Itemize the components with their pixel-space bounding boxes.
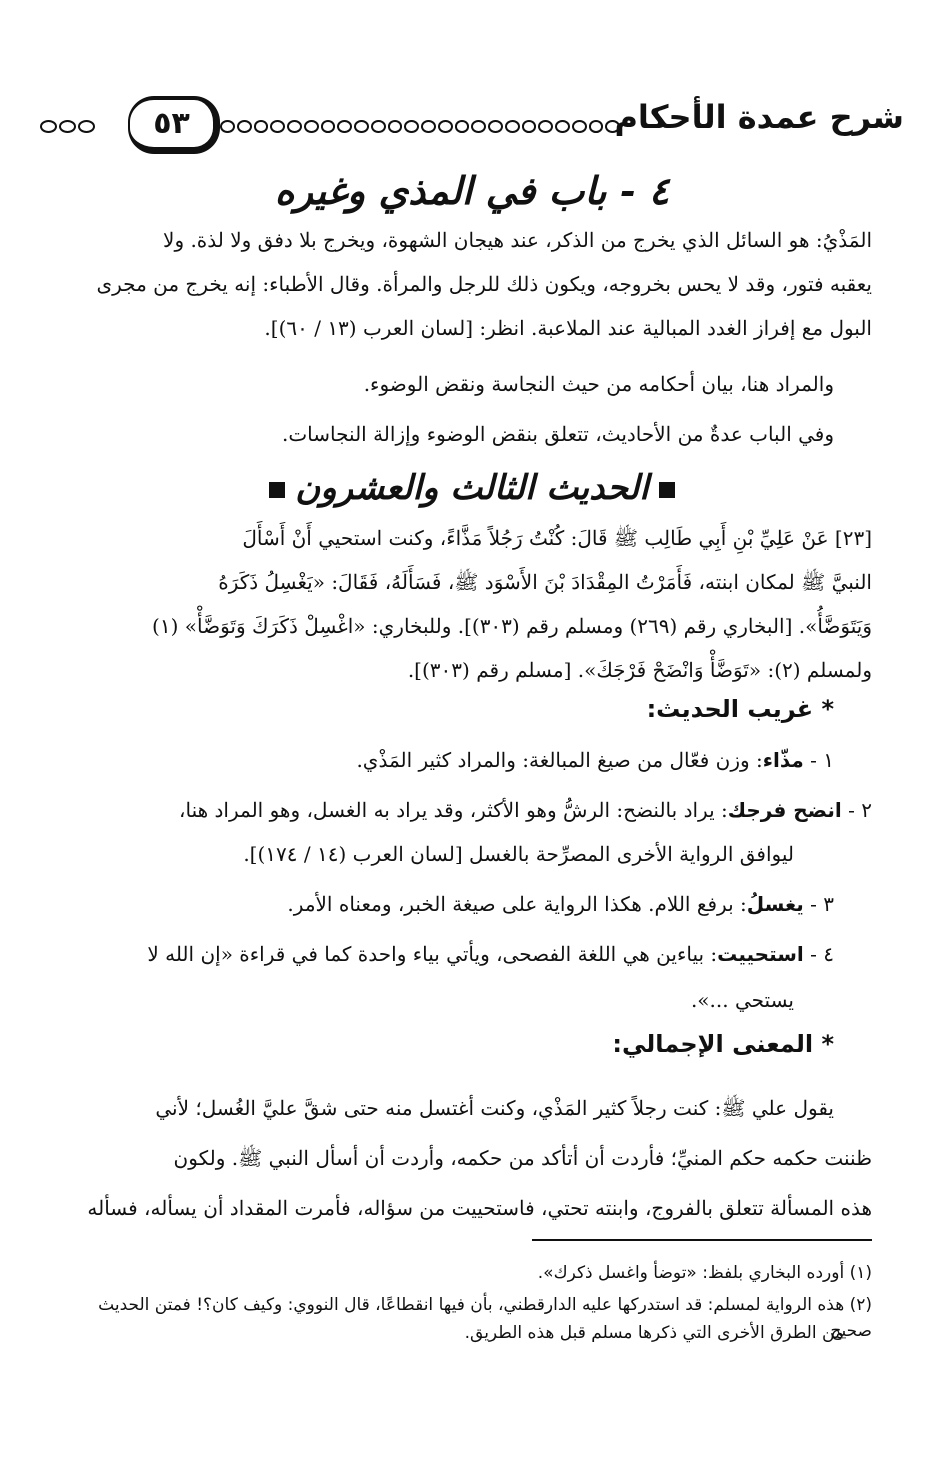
page-header [30, 90, 914, 160]
book-title: شرح عمدة الأحكام [614, 98, 904, 136]
header-ornament [220, 120, 620, 136]
intro-line-5: وفي الباب عدةٌ من الأحاديث، تتعلق بنقض الوضوء وإزالة النجاسات. [282, 422, 834, 446]
hadith-line-3: وَيَتَوَضَّأُ». [البخاري رقم (٢٦٩) ومسلم رقم (٣٠٣)]. وللبخاري: «اغْسِلْ ذَكَرَكَ وَتَوَضَّأْ» (١) [152, 614, 872, 638]
intro-line-3: البول مع إفراز الغدد المبالية عند الملاعبة. انظر: [لسان العرب (١٣ / ٦٠)]. [264, 316, 872, 340]
ijmali-line-3: هذه المسألة تتعلق بالفروج، وابنته تحتي، فاستحييت من سؤاله، فأمرت المقداد أن يسأله، فسأله [87, 1196, 872, 1220]
ijmali-heading: * المعنى الإجمالي: [612, 1030, 834, 1058]
hadith-title [0, 468, 944, 508]
footnote-1: (١) أورده البخاري بلفظ: «توضأ واغسل ذكرك». [537, 1263, 872, 1283]
intro-line-4: والمراد هنا، بيان أحكامه من حيث النجاسة ونقض الوضوء. [363, 372, 834, 396]
gharib-item-1: ١ - مذّاء: وزن فعّال من صيغ المبالغة: والمراد كثير المَذْي. [356, 748, 834, 772]
page-number: ٥٣ [128, 96, 220, 154]
gharib-item-3: ٣ - يغسلُ: برفع اللام. هكذا الرواية على صيغة الخبر، ومعناه الأمر. [287, 892, 834, 916]
gharib-item-2: ٢ - انضح فرجك: يراد بالنضح: الرشُّ وهو الأكثر، وقد يراد به الغسل، وهو المراد هنا، [179, 798, 872, 822]
intro-line-1: المَذْيُ: هو السائل الذي يخرج من الذكر، عند هيجان الشهوة، ويخرج بلا دفق ولا لذة. ولا [163, 228, 872, 252]
header-ornament-left [40, 120, 100, 136]
gharib-heading: * غريب الحديث: [646, 695, 834, 723]
gharib-item-4-cont: يستحي ...». [690, 988, 794, 1012]
gharib-item-4: ٤ - استحييت: بياءين هي اللغة الفصحى، ويأتي بياء واحدة كما في قراءة «إن الله لا [147, 942, 834, 966]
hadith-line-1: [٢٣] عَنْ عَلِيِّ بْنِ أَبِي طَالِب ﷺ قَالَ: كُنْتُ رَجُلاً مَذَّاءً، وكنت استحيي أَنْ أَسْأَلَ [242, 526, 872, 550]
square-ornament-icon [659, 482, 675, 498]
ijmali-line-1: يقول علي ﷺ: كنت رجلاً كثير المَذْي، وكنت أغتسل منه حتى شقَّ عليَّ الغُسل؛ لأني [155, 1096, 834, 1120]
intro-line-2: يعقبه فتور، وقد لا يحس بخروجه، ويكون ذلك للرجل والمرأة. وقال الأطباء: إنه يخرج من مجرى [96, 272, 872, 296]
hadith-title-text: الحديث الثالث والعشرون [295, 468, 649, 508]
gharib-item-2-cont: ليوافق الرواية الأخرى المصرِّحة بالغسل [لسان العرب (١٤ / ١٧٤)]. [243, 842, 794, 866]
footnote-2-cont: من الطرق الأخرى التي ذكرها مسلم قبل هذه الطريق. [464, 1323, 844, 1343]
hadith-line-4: ولمسلم (٢): «تَوَضَّأْ وَانْضَحْ فَرْجَكَ». [مسلم رقم (٣٠٣)]. [407, 658, 872, 682]
footnote-divider [532, 1239, 872, 1241]
ijmali-line-2: ظننت حكمه حكم المنيِّ؛ فأردت أن أتأكد من حكمه، وأردت أن أسأل النبي ﷺ. ولكون [173, 1146, 872, 1170]
square-ornament-icon [269, 482, 285, 498]
chapter-title: ٤ - باب في المذي وغيره [274, 168, 670, 213]
hadith-line-2: النبيَّ ﷺ لمكان ابنته، فَأَمَرْتُ المِقْدَادَ بْنَ الأَسْوَد ﷺ، فَسَأَلَهُ، فَقَالَ: «يَغْسِلُ ذَكَرَهُ [218, 570, 872, 594]
footnote-2: (٢) هذه الرواية لمسلم: قد استدركها عليه الدارقطني، بأن فيها انقطاعًا، قال النووي: وكيف كان؟! فمتن الحديث صحيح [98, 1295, 872, 1341]
